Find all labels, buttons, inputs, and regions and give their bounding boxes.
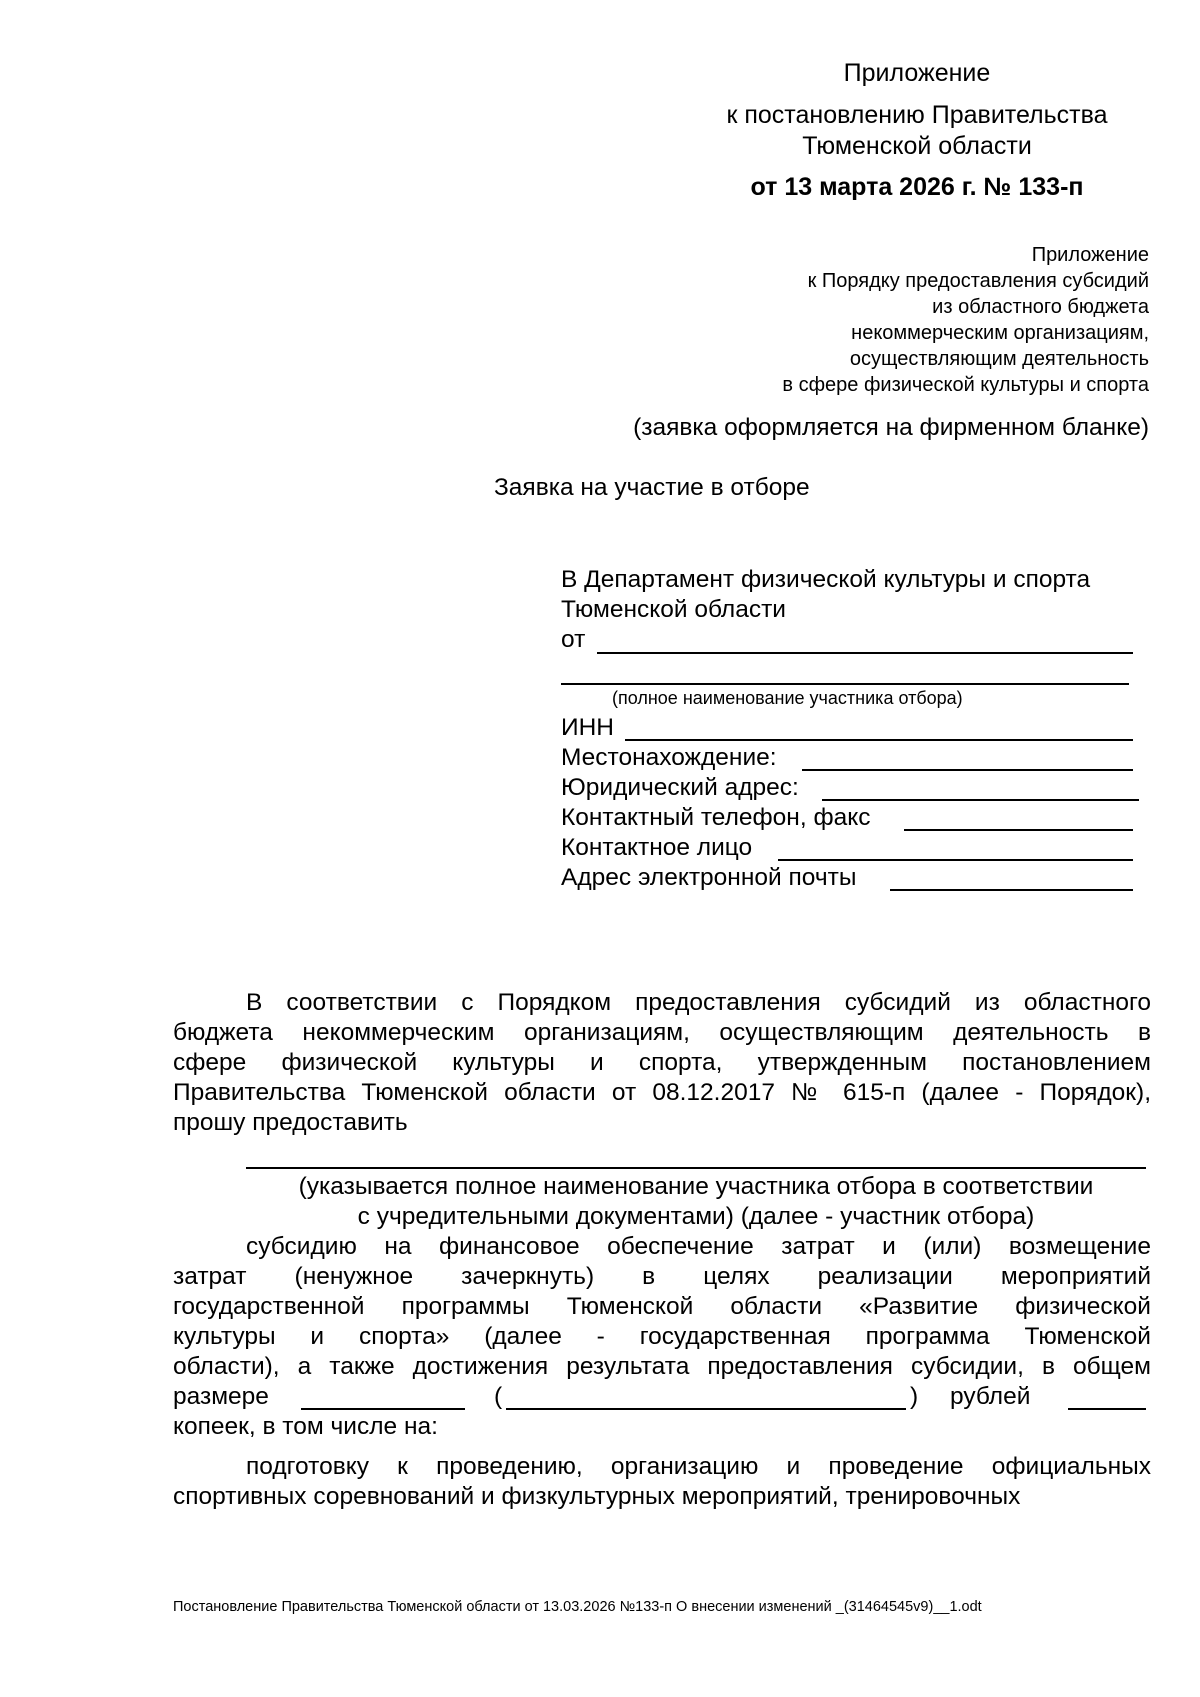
inn-blank-line (625, 739, 1133, 741)
resolution-line: к постановлению Правительства (726, 101, 1108, 129)
contact-person-label: Контактное лицо (561, 834, 753, 861)
body-line: Правительства Тюменской области от 08.12.2017 № 615-п (далее - Порядок), (173, 1079, 1151, 1106)
amount-words-blank-line (506, 1408, 906, 1410)
location-blank-line (802, 769, 1133, 771)
body-line: культуры и спорта» (далее - государственная программа Тюменской (173, 1323, 1151, 1350)
body-line: бюджета некоммерческим организациям, осуществляющим деятельность в (173, 1019, 1151, 1046)
document-footer: Постановление Правительства Тюменской области от 13.03.2026 №133-п О внесении изменений _(31464545v9)__1.odt (173, 1599, 982, 1615)
inn-label: ИНН (561, 714, 614, 741)
email-label: Адрес электронной почты (561, 864, 857, 891)
addressee-line-1: В Департамент физической культуры и спорта (561, 566, 1091, 593)
location-label: Местонахождение: (561, 744, 777, 771)
size-label: размере (173, 1383, 269, 1410)
from-label: от (561, 626, 586, 653)
sub-appendix-line: из областного бюджета (932, 296, 1149, 318)
body-line: государственной программы Тюменской области «Развитие физической (173, 1293, 1151, 1320)
sub-appendix-line: осуществляющим деятельность (849, 348, 1149, 370)
amount-digits-blank-line (301, 1408, 465, 1410)
participant-name-blank-line (246, 1167, 1146, 1169)
letterhead-note: (заявка оформляется на фирменном бланке) (633, 414, 1149, 441)
addressee-line-2: Тюменской области (561, 596, 786, 623)
sub-appendix-line: некоммерческим организациям, (851, 322, 1149, 344)
sub-appendix-line: в сфере физической культуры и спорта (782, 374, 1149, 396)
open-paren: ( (494, 1383, 503, 1410)
phone-blank-line (904, 829, 1133, 831)
legal-address-label: Юридический адрес: (561, 774, 799, 801)
body-line: спортивных соревнований и физкультурных мероприятий, тренировочных (173, 1483, 1021, 1510)
kopecks-line: копеек, в том числе на: (173, 1413, 438, 1440)
resolution-date-number: от 13 марта 2026 г. № 133-п (750, 173, 1084, 201)
from-blank-line (597, 652, 1133, 654)
document-title: Заявка на участие в отборе (494, 474, 810, 501)
body-line: сфере физической культуры и спорта, утвержденным постановлением (173, 1049, 1151, 1076)
close-paren: ) (910, 1383, 919, 1410)
legal-address-blank-line (822, 799, 1139, 801)
participant-blank-line (561, 683, 1129, 685)
appendix-heading: Приложение (843, 59, 991, 87)
body-line: В соответствии с Порядком предоставления субсидий из областного (246, 989, 1151, 1016)
participant-name-caption: (указывается полное наименование участника отбора в соответствии (298, 1173, 1094, 1200)
kopecks-blank-line (1068, 1408, 1146, 1410)
sub-appendix-line: Приложение (1031, 244, 1149, 266)
body-line: субсидию на финансовое обеспечение затрат и (или) возмещение (246, 1233, 1151, 1260)
email-blank-line (890, 889, 1133, 891)
participant-caption: (полное наименование участника отбора) (612, 688, 963, 708)
sub-appendix-line: к Порядку предоставления субсидий (807, 270, 1149, 292)
participant-name-caption: с учредительными документами) (далее - участник отбора) (357, 1203, 1035, 1230)
body-line: прошу предоставить (173, 1109, 408, 1136)
region-line: Тюменской области (802, 132, 1032, 160)
rubles-label: рублей (950, 1383, 1031, 1410)
body-line: затрат (ненужное зачеркнуть) в целях реализации мероприятий (173, 1263, 1151, 1290)
body-line: области), а также достижения результата предоставления субсидии, в общем (173, 1353, 1151, 1380)
contact-person-blank-line (778, 859, 1133, 861)
phone-label: Контактный телефон, факс (561, 804, 871, 831)
body-line: подготовку к проведению, организацию и проведение официальных (246, 1453, 1151, 1480)
